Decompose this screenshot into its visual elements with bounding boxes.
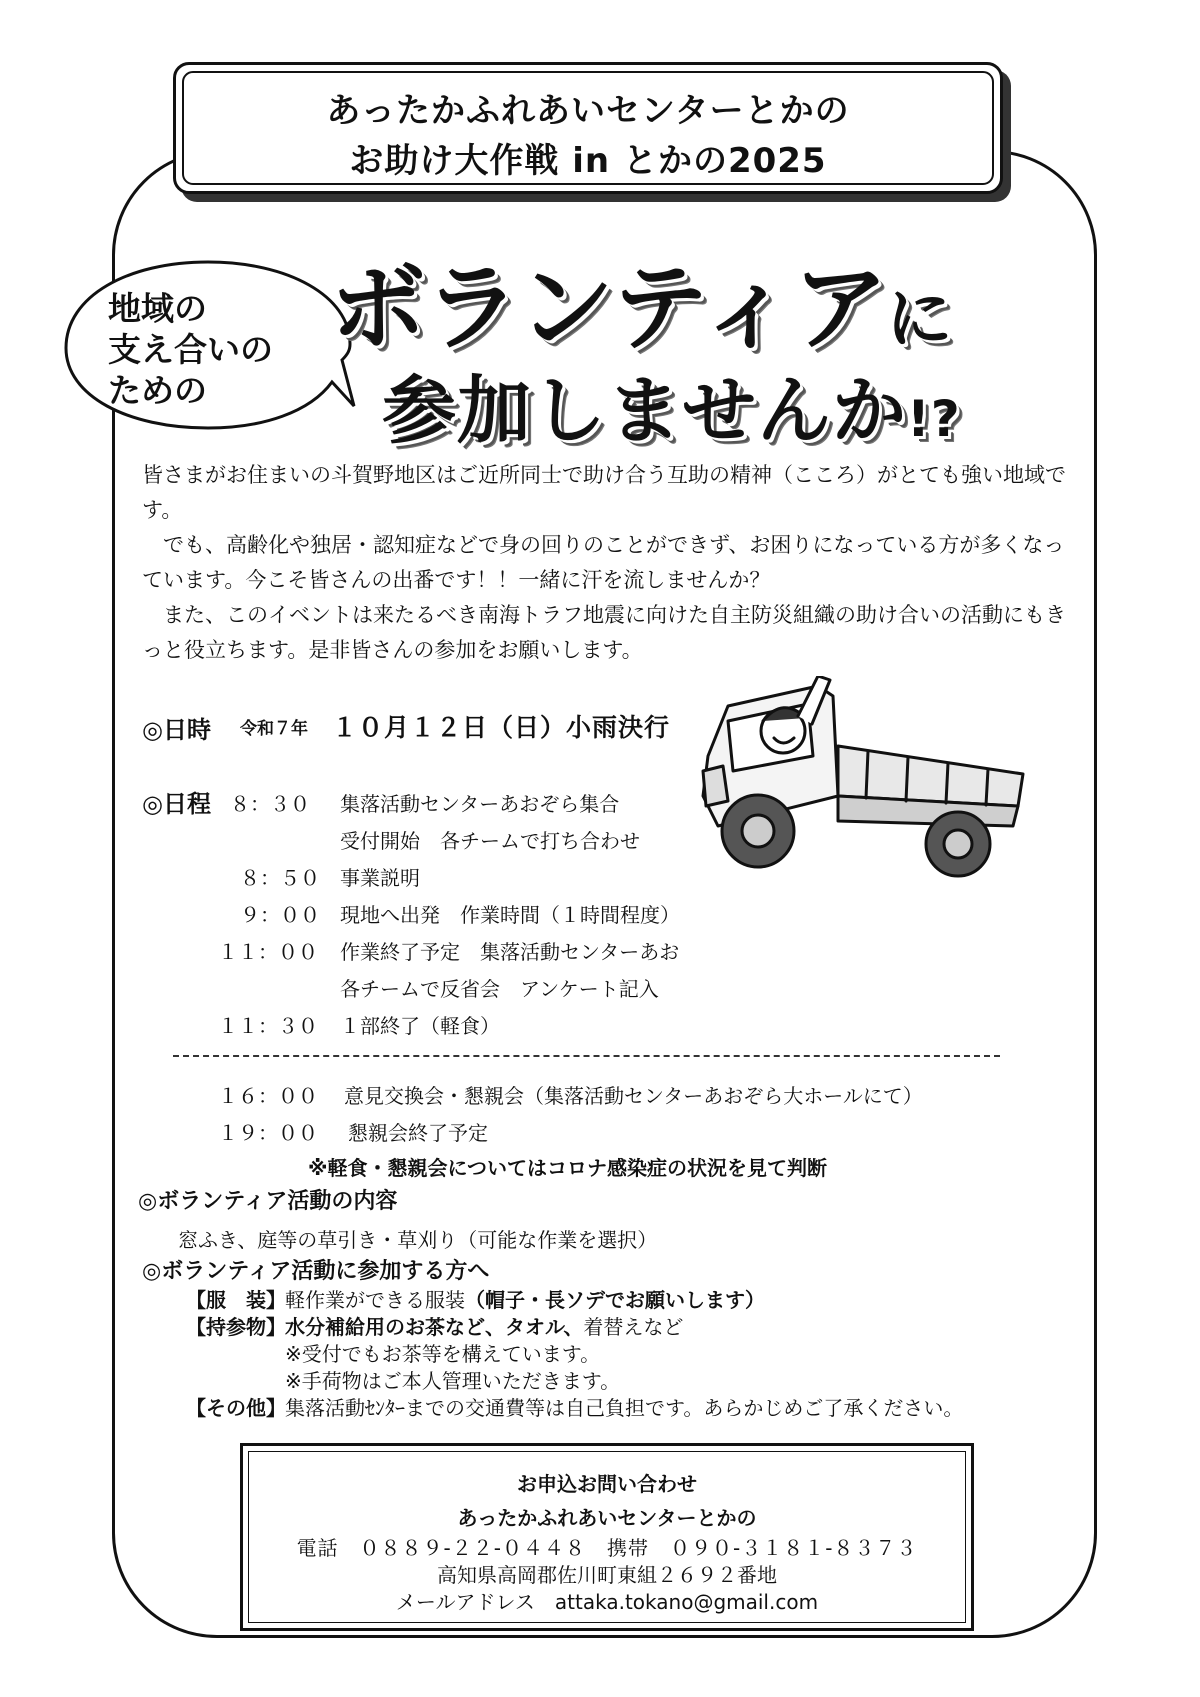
- schedule-desc-4: 現地へ出発 作業時間（１時間程度）: [340, 903, 680, 927]
- bubble-line-2: 支え合いの: [108, 330, 273, 369]
- bring-note-2: ※手荷物はご本人管理いただきます。: [285, 1369, 621, 1393]
- schedule-evening-desc-1: 意見交換会・懇親会（集落活動センターあおぞら大ホールにて）: [344, 1084, 923, 1108]
- contact-box: [240, 1443, 974, 1631]
- headline-volunteer: [330, 232, 950, 369]
- schedule-time-5: １１：００: [218, 940, 318, 964]
- bring-text: 着替えなど: [583, 1315, 684, 1339]
- bring-label: 【持参物】: [186, 1315, 286, 1339]
- schedule-desc-3: 事業説明: [340, 866, 420, 890]
- schedule-desc-6: 各チームで反省会 アンケート記入: [340, 977, 659, 1001]
- schedule-evening-desc-2: 懇親会終了予定: [348, 1121, 488, 1145]
- datetime-date: １０月１２日（日）小雨決行: [332, 713, 671, 742]
- contact-phone: 電話 ０８８９-２２-０４４８ 携帯 ０９０-３１８１-８３７３: [296, 1536, 918, 1560]
- bubble-line-3: ための: [108, 371, 207, 410]
- schedule-time-4: ９：００: [240, 903, 320, 927]
- schedule-evening-time-1: １６：００: [218, 1084, 318, 1108]
- bring-note-1: ※受付でもお茶等を構えています。: [285, 1342, 601, 1366]
- bubble-line-1: 地域の: [108, 289, 207, 328]
- bring-row: [285, 1311, 683, 1340]
- schedule-divider: [173, 1055, 1000, 1057]
- clothing-row: [285, 1284, 765, 1313]
- schedule-desc-5: 作業終了予定 集落活動センターあお: [340, 940, 680, 964]
- header-box: [173, 62, 1003, 194]
- contact-org: あったかふれあいセンターとかの: [457, 1506, 757, 1530]
- datetime-era: 令和７年: [240, 719, 308, 739]
- activity-content: 窓ふき、庭等の草引き・草刈り（可能な作業を選択）: [178, 1228, 658, 1252]
- covid-note: ※軽食・懇親会についてはコロナ感染症の状況を見て判断: [308, 1156, 828, 1180]
- headline-join: [382, 352, 961, 458]
- header-line-1: あったかふれあいセンターとかの: [326, 91, 850, 131]
- header-line-2: お助け大作戦 in とかの2025: [349, 141, 827, 181]
- participants-label: ◎ボランティア活動に参加する方へ: [142, 1259, 490, 1284]
- datetime-label: ◎日時: [142, 716, 211, 744]
- intro-paragraph-2: でも、高齢化や独居・認知症などで身の回りのことができず、お困りになっている方が多くなっています。今こそ皆さんの出番です！！一緒に汗を流しませんか？: [142, 533, 1065, 592]
- clothing-label: 【服 装】: [186, 1288, 286, 1312]
- schedule-evening-time-2: １９：００: [218, 1121, 318, 1145]
- headline-volunteer-suffix: に: [886, 280, 951, 357]
- schedule-time-1: ８：３０: [230, 792, 310, 816]
- contact-email-label: メールアドレス: [395, 1590, 535, 1614]
- clothing-text: 軽作業ができる服装: [285, 1288, 465, 1312]
- schedule-desc-2: 受付開始 各チームで打ち合わせ: [340, 829, 640, 853]
- headline-volunteer-text: ボランティア: [330, 252, 887, 364]
- activity-label: ◎ボランティア活動の内容: [138, 1189, 398, 1214]
- other-label: 【その他】: [186, 1396, 286, 1420]
- schedule-desc-1: 集落活動センターあおぞら集合: [340, 792, 620, 816]
- contact-email[interactable]: attaka.tokano@gmail.com: [554, 1590, 819, 1614]
- schedule-label: ◎日程: [142, 790, 211, 818]
- bring-bold-text: 水分補給用のお茶など、タオル、: [285, 1315, 584, 1339]
- contact-address: 高知県高岡郡佐川町東組２６９２番地: [437, 1563, 777, 1587]
- headline-join-suffix: !?: [907, 390, 961, 448]
- schedule-desc-7: １部終了（軽食）: [340, 1014, 500, 1038]
- headline-join-text: 参加しませんか: [382, 368, 907, 454]
- intro-paragraph-3: また、このイベントは来たるべき南海トラフ地震に向けた自主防災組織の助け合いの活動にもきっと役立ちます。是非皆さんの参加をお願いします。: [142, 603, 1066, 662]
- schedule-time-7: １１：３０: [218, 1014, 318, 1038]
- other-text: 集落活動ｾﾝﾀｰまでの交通費等は自己負担です。あらかじめご了承ください。: [285, 1396, 964, 1420]
- contact-email-row: [243, 1586, 971, 1615]
- intro-paragraph-1: 皆さまがお住まいの斗賀野地区はご近所同士で助け合う互助の精神（こころ）がとても強い地域です。: [142, 463, 1066, 522]
- schedule-time-3: ８：５０: [240, 866, 320, 890]
- truck-illustration: [688, 676, 1058, 926]
- contact-title: お申込お問い合わせ: [517, 1472, 697, 1496]
- clothing-bold-text: （帽子・長ソデでお願いします）: [465, 1288, 765, 1312]
